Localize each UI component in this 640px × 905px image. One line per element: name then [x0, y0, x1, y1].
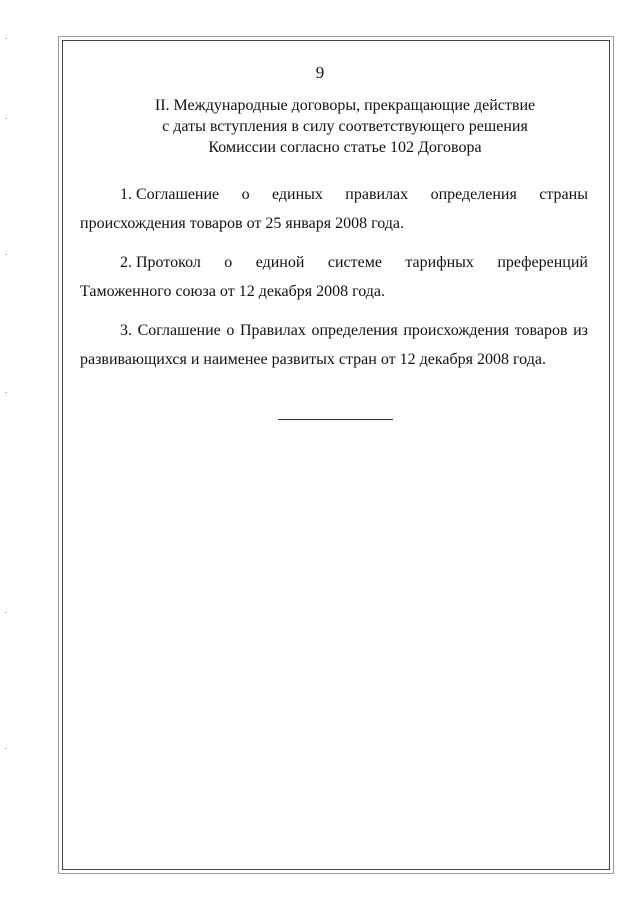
word: системе	[327, 254, 382, 271]
word: единых	[271, 186, 323, 203]
scan-speck	[5, 38, 7, 39]
word: определения	[430, 186, 517, 203]
word: правилах	[345, 186, 409, 203]
scan-speck	[5, 392, 7, 393]
treaty-list	[80, 180, 588, 384]
word: преференций	[497, 254, 588, 271]
section-title-line-1: II. Международные договоры, прекращающие действие	[154, 97, 536, 114]
word: о	[241, 186, 250, 203]
page-border	[62, 40, 610, 870]
section-title-line-2: с даты вступления в силу соответствующего решения	[162, 118, 528, 135]
list-item-first-line	[80, 180, 588, 209]
word: страны	[539, 186, 588, 203]
scan-speck	[5, 254, 7, 255]
list-item	[80, 180, 588, 238]
list-item	[80, 316, 588, 374]
word: тарифных	[405, 254, 474, 271]
closing-divider	[278, 419, 393, 420]
list-item-first-line	[80, 248, 588, 277]
section-title	[80, 95, 610, 158]
list-item-continuation: происхождения товаров от 25 января 2008 года.	[80, 215, 405, 232]
list-item-first-line: 3. Соглашение о Правилах определения происхождения товаров из	[120, 322, 588, 339]
scan-speck	[5, 118, 7, 119]
word: 1. Соглашение	[120, 186, 220, 203]
section-title-line-3: Комиссии согласно статье 102 Договора	[208, 139, 482, 156]
scan-speck	[5, 748, 7, 749]
word: 2. Протокол	[120, 254, 201, 271]
scan-speck	[5, 612, 7, 613]
page-number: 9	[315, 63, 325, 82]
word: единой	[255, 254, 305, 271]
word: о	[224, 254, 233, 271]
list-item	[80, 248, 588, 306]
list-item-continuation: развивающихся и наименее развитых стран от 12 декабря 2008 года.	[80, 351, 546, 368]
list-item-continuation: Таможенного союза от 12 декабря 2008 года.	[80, 283, 386, 300]
